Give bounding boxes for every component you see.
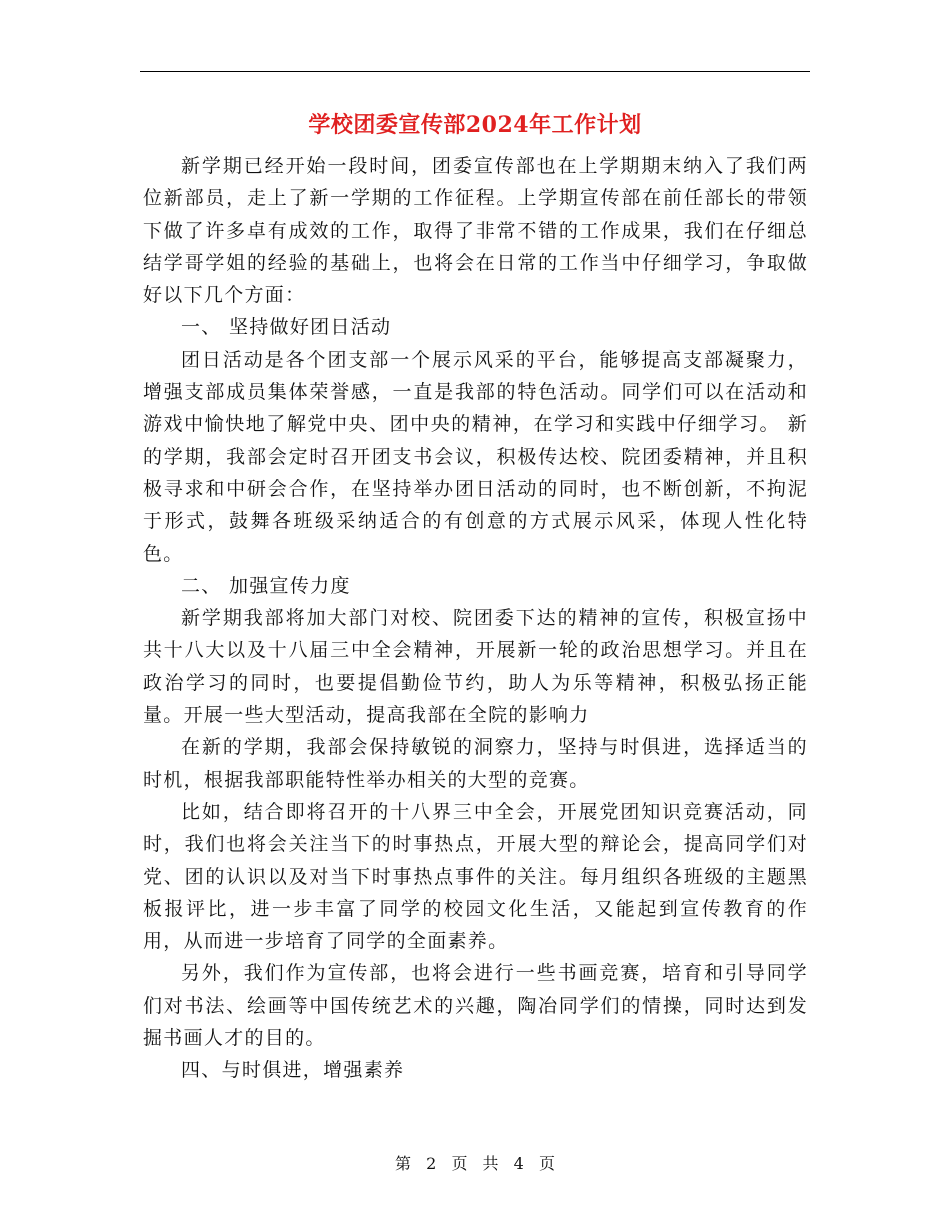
paragraph-calligraphy: 另外，我们作为宣传部，也将会进行一些书画竞赛，培育和引导同学们对书法、绘画等中国传统艺术的兴趣，陶冶同学们的情操，同时达到发掘书画人才的目的。 <box>143 962 808 1050</box>
footer-total-label: 共 <box>482 1154 499 1173</box>
paragraph-new-term: 在新的学期，我部会保持敏锐的洞察力，坚持与时俱进，选择适当的时机，根据我部职能特性举办相关的大型的竞赛。 <box>143 736 808 791</box>
section-heading-2: 二、 加强宣传力度 <box>181 574 351 597</box>
footer-page-total: 4 <box>513 1154 524 1173</box>
page-number-footer <box>140 1152 810 1176</box>
paragraph-example: 比如，结合即将召开的十八界三中全会，开展党团知识竞赛活动，同时，我们也将会关注当下的时事热点，开展大型的辩论会，提高同学们对党、团的认识以及对当下时事热点事件的关注。每月组织各班级的主题黑板报评比，进一步丰富了同学的校园文化生活，又能起到宣传教育的作用，从而进一步培育了同学的全面素养。 <box>143 800 808 953</box>
paragraph-xuanchuan: 新学期我部将加大部门对校、院团委下达的精神的宣传，积极宣扬中共十八大以及十八届三中全会精神，开展新一轮的政治思想学习。并且在政治学习的同时，也要提倡勤俭节约，助人为乐等精神，积极弘扬正能量。开展一些大型活动，提高我部在全院的影响力 <box>143 607 808 727</box>
section-heading-4: 四、与时俱进，增强素养 <box>181 1059 405 1082</box>
footer-total-unit: 页 <box>538 1154 555 1173</box>
footer-page-current: 2 <box>426 1154 437 1173</box>
footer-page-label: 第 <box>395 1154 412 1173</box>
section-heading-1: 一、 坚持做好团日活动 <box>181 316 392 339</box>
document-title: 学校团委宣传部2024年工作计划 <box>308 112 642 138</box>
paragraph-tuanri: 团日活动是各个团支部一个展示风采的平台，能够提高支部凝聚力，增强支部成员集体荣誉感，一直是我部的特色活动。同学们可以在活动和游戏中愉快地了解党中央、团中央的精神，在学习和实践中仔细学习。 新的学期，我部会定时召开团支书会议，积极传达校、院团委精神，并且积极寻求和中研会合作，在坚持举办团日活动的同时，也不断创新，不拘泥于形式，鼓舞各班级采纳适合的有创意的方式展示风采，体现人性化特色。 <box>143 348 808 565</box>
header-rule <box>140 71 810 72</box>
footer-page-unit: 页 <box>451 1154 468 1173</box>
paragraph-intro: 新学期已经开始一段时间，团委宣传部也在上学期期末纳入了我们两位新部员，走上了新一学期的工作征程。上学期宣传部在前任部长的带领下做了许多卓有成效的工作，取得了非常不错的工作成果，我们在仔细总结学哥学姐的经验的基础上，也将会在日常的工作当中仔细学习，争取做好以下几个方面： <box>143 155 808 307</box>
document-body <box>143 150 808 1087</box>
